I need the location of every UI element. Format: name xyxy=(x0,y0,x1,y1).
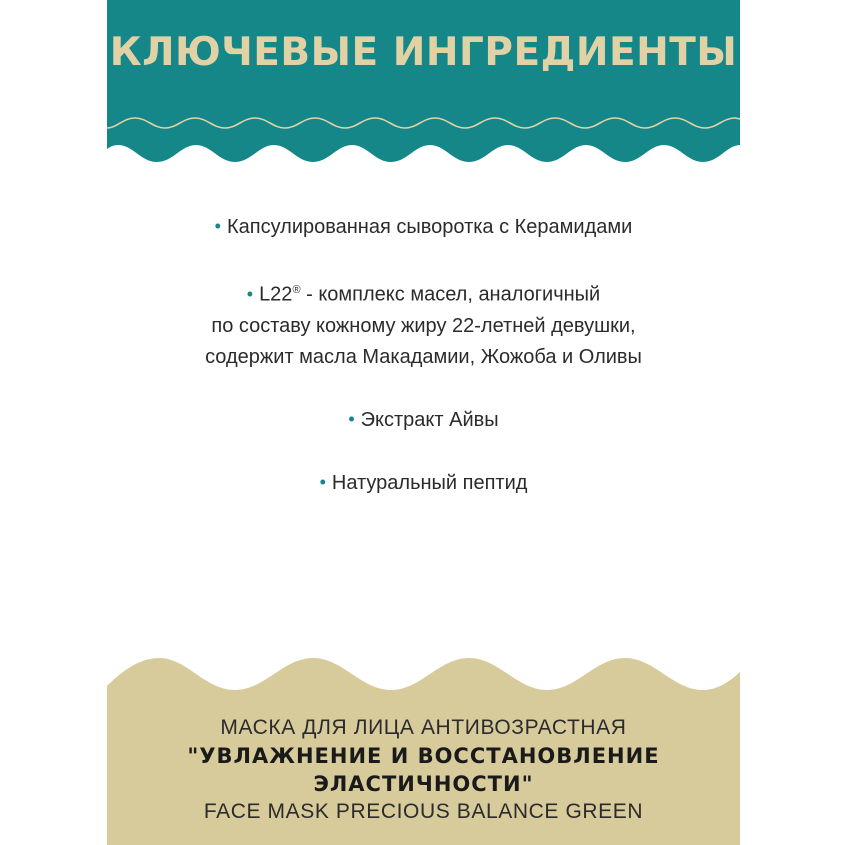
bullet-icon: • xyxy=(319,471,326,492)
bullet-icon: • xyxy=(348,408,355,429)
ingredient-text: Капсулированная сыворотка с Керамидами xyxy=(226,216,633,238)
ingredient-text-line: содержит масла Макадамии, Жожоба и Оливы xyxy=(205,345,642,368)
product-type: МАСКА ДЛЯ ЛИЦА АНТИВОЗРАСТНАЯ xyxy=(220,716,627,739)
ingredient-name: L22 xyxy=(259,283,293,306)
registered-mark: ® xyxy=(292,284,301,296)
page-title: КЛЮЧЕВЫЕ ИНГРЕДИЕНТЫ xyxy=(109,30,738,75)
footer-band xyxy=(107,650,740,845)
ingredient-text: - комплекс масел, аналогичный xyxy=(300,283,601,306)
product-title-line2: ЭЛАСТИЧНОСТИ" xyxy=(313,772,534,796)
ingredient-list xyxy=(107,212,740,499)
list-item xyxy=(107,275,740,373)
product-name xyxy=(107,714,740,826)
ingredient-text: Натуральный пептид xyxy=(331,471,528,494)
bullet-icon: • xyxy=(246,283,254,304)
ingredient-text-line: по составу кожному жиру 22-летней девушки, xyxy=(211,314,636,337)
ingredient-text: Экстракт Айвы xyxy=(360,408,499,431)
list-item xyxy=(107,405,740,436)
product-title-line1: "УВЛАЖНЕНИЕ И ВОССТАНОВЛЕНИЕ xyxy=(187,744,660,768)
header-wave-shape xyxy=(107,0,740,175)
list-item xyxy=(107,212,740,243)
header-band xyxy=(107,0,740,175)
bullet-icon: • xyxy=(214,216,221,236)
product-english-name: FACE MASK PRECIOUS BALANCE GREEN xyxy=(203,800,644,823)
list-item xyxy=(107,468,740,499)
